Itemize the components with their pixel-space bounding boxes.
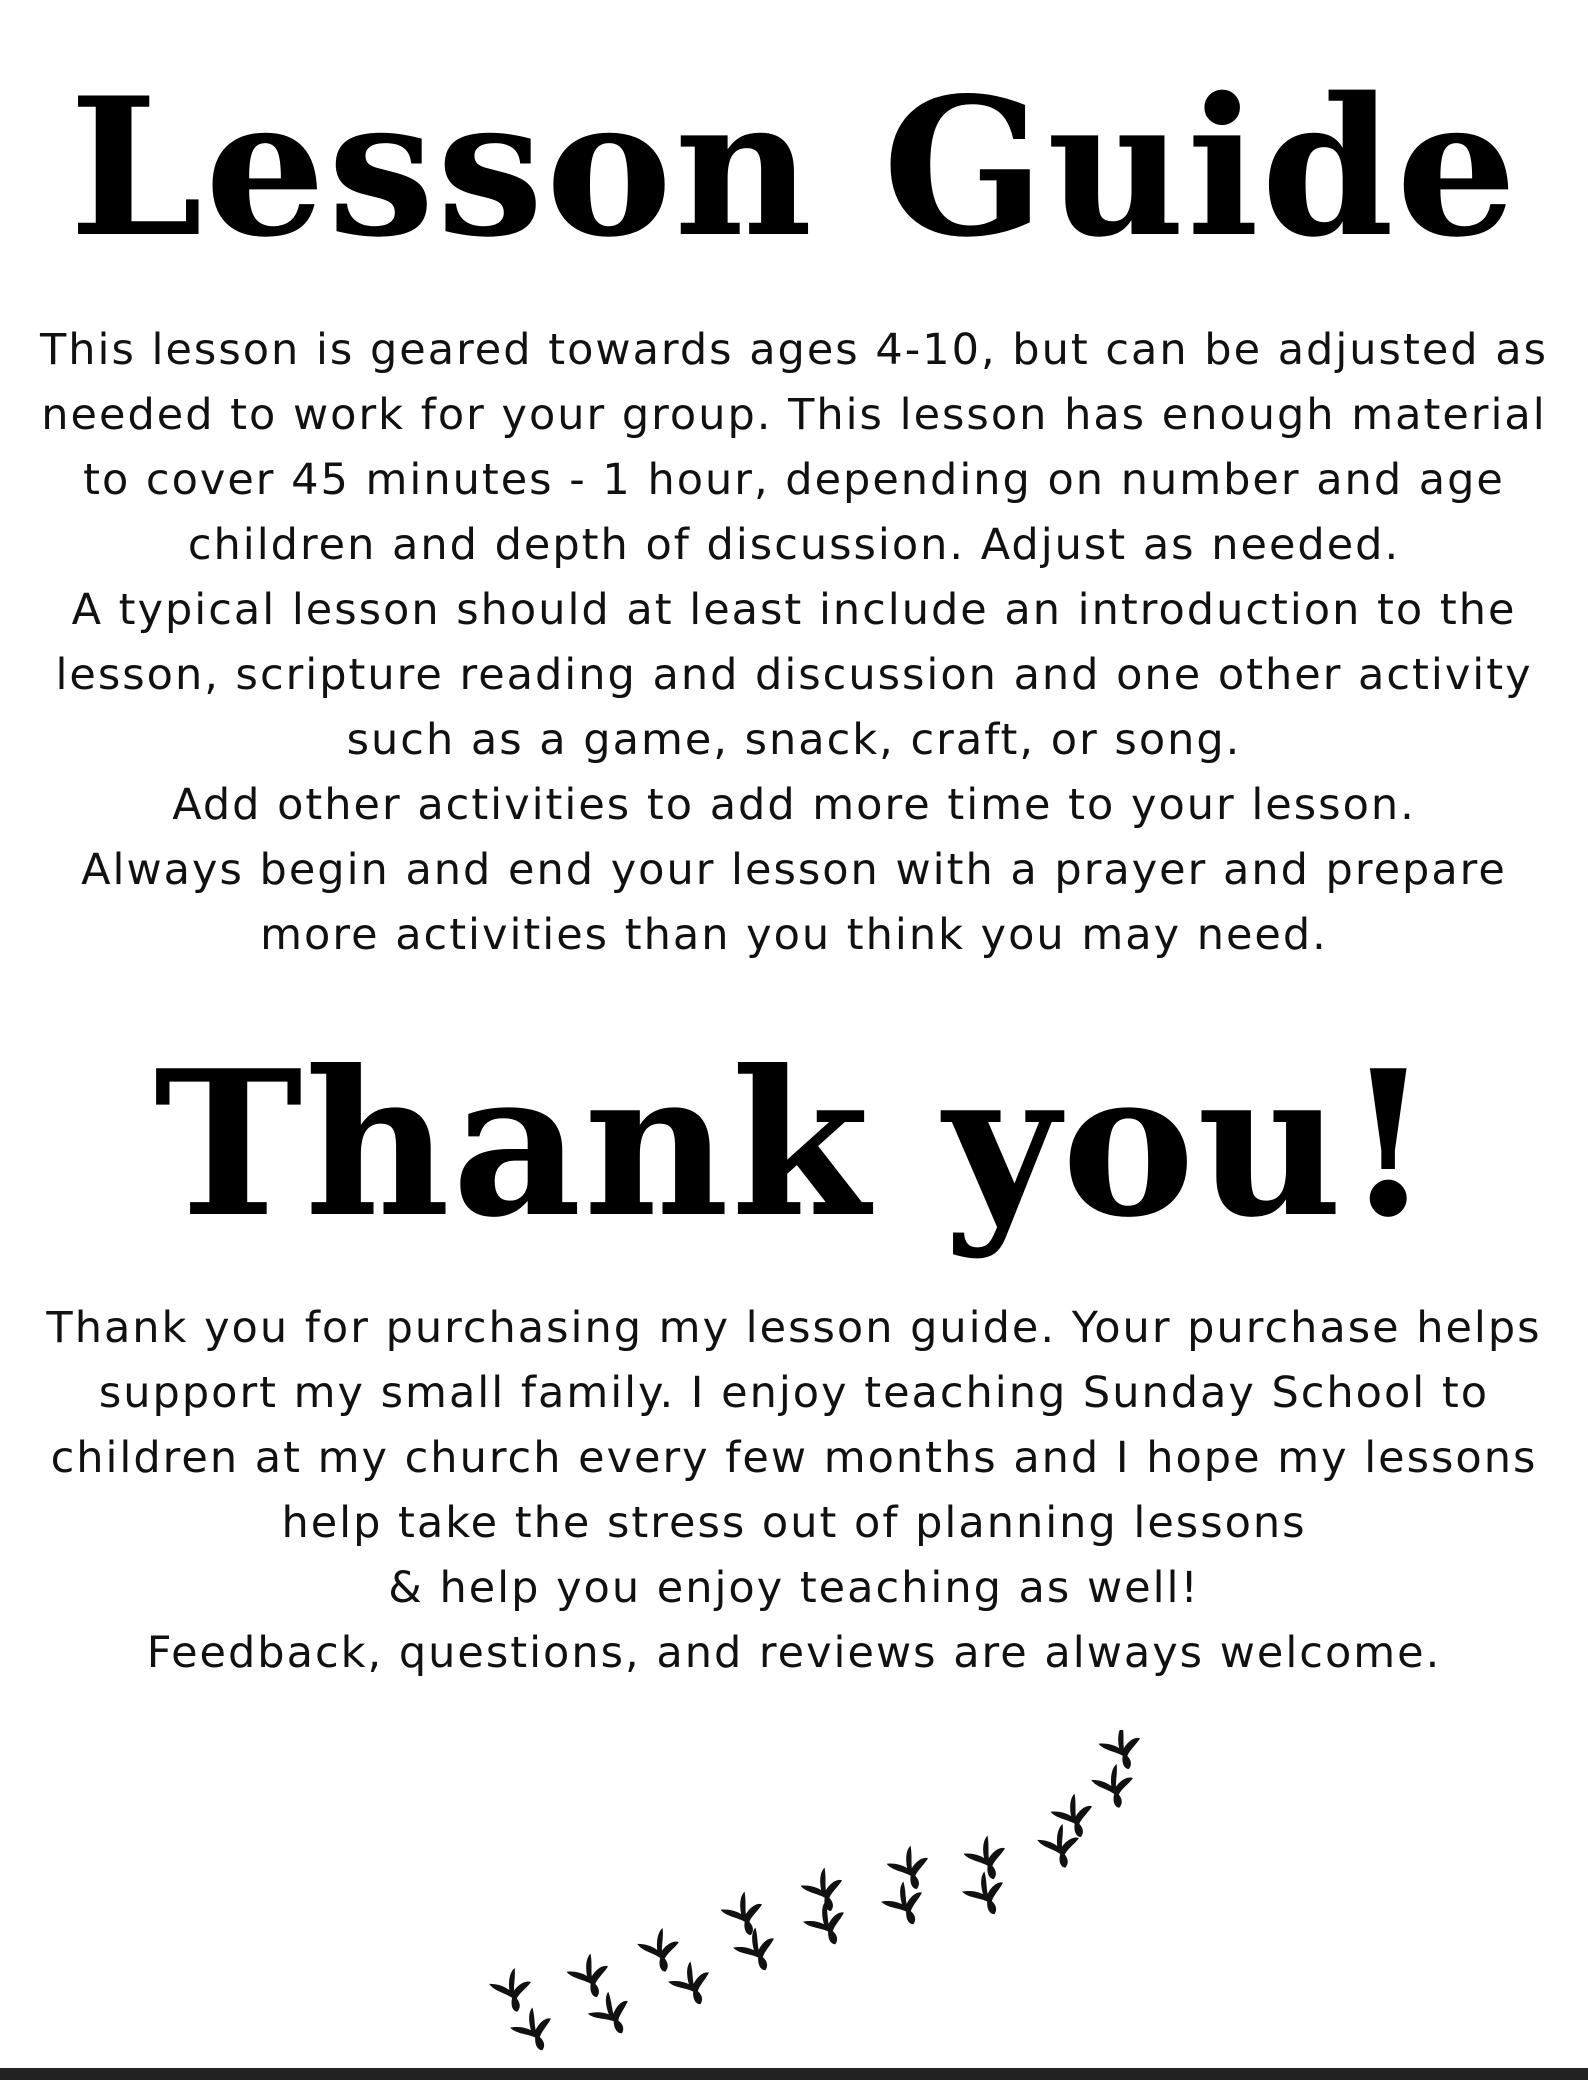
intro-line: children and depth of discussion. Adjust as needed. xyxy=(187,520,1401,570)
intro-line: to cover 45 minutes - 1 hour, depending on number and age xyxy=(83,455,1505,505)
footprint-mark xyxy=(730,1922,786,1978)
thanks-line: children at my church every few months and I hope my lessons xyxy=(50,1433,1538,1483)
thanks-line: Feedback, questions, and reviews are always welcome. xyxy=(146,1628,1442,1678)
intro-line: Always begin and end your lesson with a prayer and prepare xyxy=(81,845,1507,895)
thanks-line: Thank you for purchasing my lesson guide. Your purchase helps xyxy=(46,1303,1542,1353)
footprint-mark xyxy=(1089,1760,1141,1813)
bottom-bar xyxy=(0,2068,1588,2080)
intro-line: This lesson is geared towards ages 4-10, but can be adjusted as xyxy=(39,325,1548,375)
intro-line: more activities than you think you may need. xyxy=(260,910,1328,960)
intro-line: A typical lesson should at least include an introduction to the xyxy=(71,585,1517,635)
thanks-paragraph xyxy=(30,1296,1558,1686)
footprint-mark xyxy=(884,1841,938,1896)
footprint-mark xyxy=(1048,1789,1102,1844)
footprint-mark xyxy=(878,1876,934,1932)
intro-line: needed to work for your group. This lesson has enough material xyxy=(41,390,1547,440)
thanks-line: help take the stress out of planning lessons xyxy=(281,1498,1307,1548)
thanks-line: support my small family. I enjoy teaching Sunday School to xyxy=(98,1368,1490,1418)
footprint-mark xyxy=(961,1831,1015,1886)
intro-line: such as a game, snack, craft, or song. xyxy=(346,715,1242,765)
page-title: Lesson Guide xyxy=(69,56,1519,279)
thank-you-heading: Thank you! xyxy=(153,1027,1435,1262)
intro-line: Add other activities to add more time to your lesson. xyxy=(172,780,1416,830)
footprint-mark xyxy=(1096,1730,1150,1776)
footprint-mark xyxy=(564,1949,618,2004)
intro-paragraph xyxy=(30,318,1558,968)
thanks-line: & help you enjoy teaching as well! xyxy=(388,1563,1200,1613)
footprint-mark xyxy=(959,1866,1015,1922)
footprint-mark xyxy=(635,1924,687,1977)
footprints-icon xyxy=(470,1730,1170,2060)
footprint-mark xyxy=(718,1887,772,1942)
intro-line: lesson, scripture reading and discussion and one other activity xyxy=(55,650,1533,700)
footprint-mark xyxy=(665,1956,721,2012)
